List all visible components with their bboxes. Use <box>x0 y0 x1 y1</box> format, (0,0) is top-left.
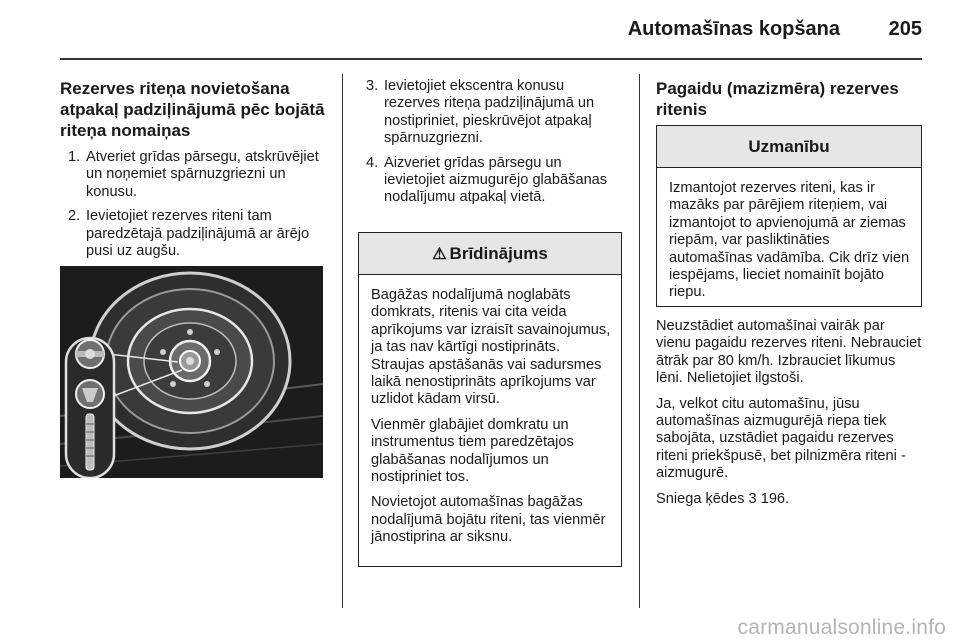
column-divider-right <box>639 74 640 608</box>
page-header <box>60 14 922 48</box>
section-heading-spare-wheel-stowage: Rezerves riteņa novietošana atpakaļ padziļinājumā pēc bojātā riteņa nomaiņas <box>60 79 325 140</box>
cross-reference-arrow-icon: 3 <box>748 490 757 507</box>
step-item <box>60 149 328 201</box>
step-text: Aizveriet grīdas pārsegu un ievietojiet aizmugurējo glabāšanas nodalījumu atpakaļ vietā. <box>384 154 608 206</box>
caution-title: Uzmanību <box>748 136 830 156</box>
step-number: 3. <box>366 78 379 94</box>
caution-text: Izmantojot rezerves riteni, kas ir mazāks par pārējiem riteņiem, vai izmantojot to apvienojumā ar ziemas riepām, var pasliktināties automašīnas vadāmība. Cik drīz vien iespējams, lieciet nomainīt bojāto riepu. <box>669 180 910 301</box>
warning-body <box>359 275 621 557</box>
temporary-spare-text <box>656 318 922 516</box>
column-3 <box>656 78 922 128</box>
watermark: carmanualsonline.info <box>737 616 946 639</box>
step-number: 4. <box>366 154 379 171</box>
spare-wheel-drawing <box>60 266 323 478</box>
step-number: 2. <box>68 208 81 225</box>
step-text: Atveriet grīdas pārsegu, atskrūvējiet un noņemiet spārnuzgriezni un konusu. <box>86 149 319 200</box>
steps-list-part2 <box>358 78 622 207</box>
header-divider <box>60 58 922 60</box>
page-title: Automašīnas kopšana <box>627 18 840 40</box>
warning-header <box>359 233 621 275</box>
warning-paragraph: Bagāžas nodalījumā noglabāts domkrats, ritenis vai cita veida aprīkojums var izraisīt savainojumus, ja tas nav kārtīgi nostiprināts. Straujas apstāšanās vai sadursmes laikā nenostiprināts aprīkojums var uzlidot kādam virsū. <box>371 287 611 408</box>
caution-box <box>656 125 922 307</box>
snow-chains-label: Sniega ķēdes <box>656 490 745 507</box>
step-item <box>358 155 622 207</box>
warning-paragraph: Vienmēr glabājiet domkratu un instrumentus tiem paredzētajos glabāšanas nodalījumos un nostipriniet tos. <box>371 416 574 486</box>
warning-paragraph: Novietojot automašīnas bagāžas nodalījumā bojātu riteni, tas vienmēr jānostiprina ar siksnu. <box>371 494 606 546</box>
step-item <box>60 208 328 260</box>
caution-header <box>657 126 921 168</box>
warning-box <box>358 232 622 567</box>
step-text: Ievietojiet ekscentra konusu rezerves riteņa padziļinājumā un nostipriniet, pieskrūvējot atpakaļ spārnuzgriezni. <box>384 78 595 147</box>
step-number: 1. <box>68 149 81 165</box>
body-paragraph: Ja, velkot citu automašīnu, jūsu automašīnas aizmugurējā riepa tiek sabojāta, uzstādiet pagaidu rezerves riteni priekšpusē, bet pilnizmēra riteni - aizmugurē. <box>656 395 906 482</box>
spare-wheel-illustration <box>60 266 323 478</box>
caution-body <box>657 168 921 312</box>
snow-chains-reference <box>656 491 922 508</box>
column-2 <box>358 78 622 214</box>
snow-chains-page-link[interactable]: 196. <box>760 490 790 507</box>
page-number: 205 <box>888 18 922 40</box>
warning-triangle-icon: ⚠ <box>432 245 447 263</box>
body-paragraph: Neuzstādiet automašīnai vairāk par vienu pagaidu rezerves riteni. Nebrauciet ātrāk par 80 km/h. Izbrauciet līkumus lēni. Nelietojiet ilgstoši. <box>656 318 922 387</box>
step-text: Ievietojiet rezerves riteni tam paredzētajā padziļinājumā ar ārējo pusi uz augšu. <box>86 208 310 260</box>
step-item <box>358 78 622 148</box>
column-1 <box>60 78 328 267</box>
steps-list-part1 <box>60 149 328 260</box>
warning-title: Brīdinājums <box>449 243 548 263</box>
section-heading-temporary-spare: Pagaidu (mazizmēra) rezerves ritenis <box>656 79 899 119</box>
column-divider-left <box>342 74 343 608</box>
